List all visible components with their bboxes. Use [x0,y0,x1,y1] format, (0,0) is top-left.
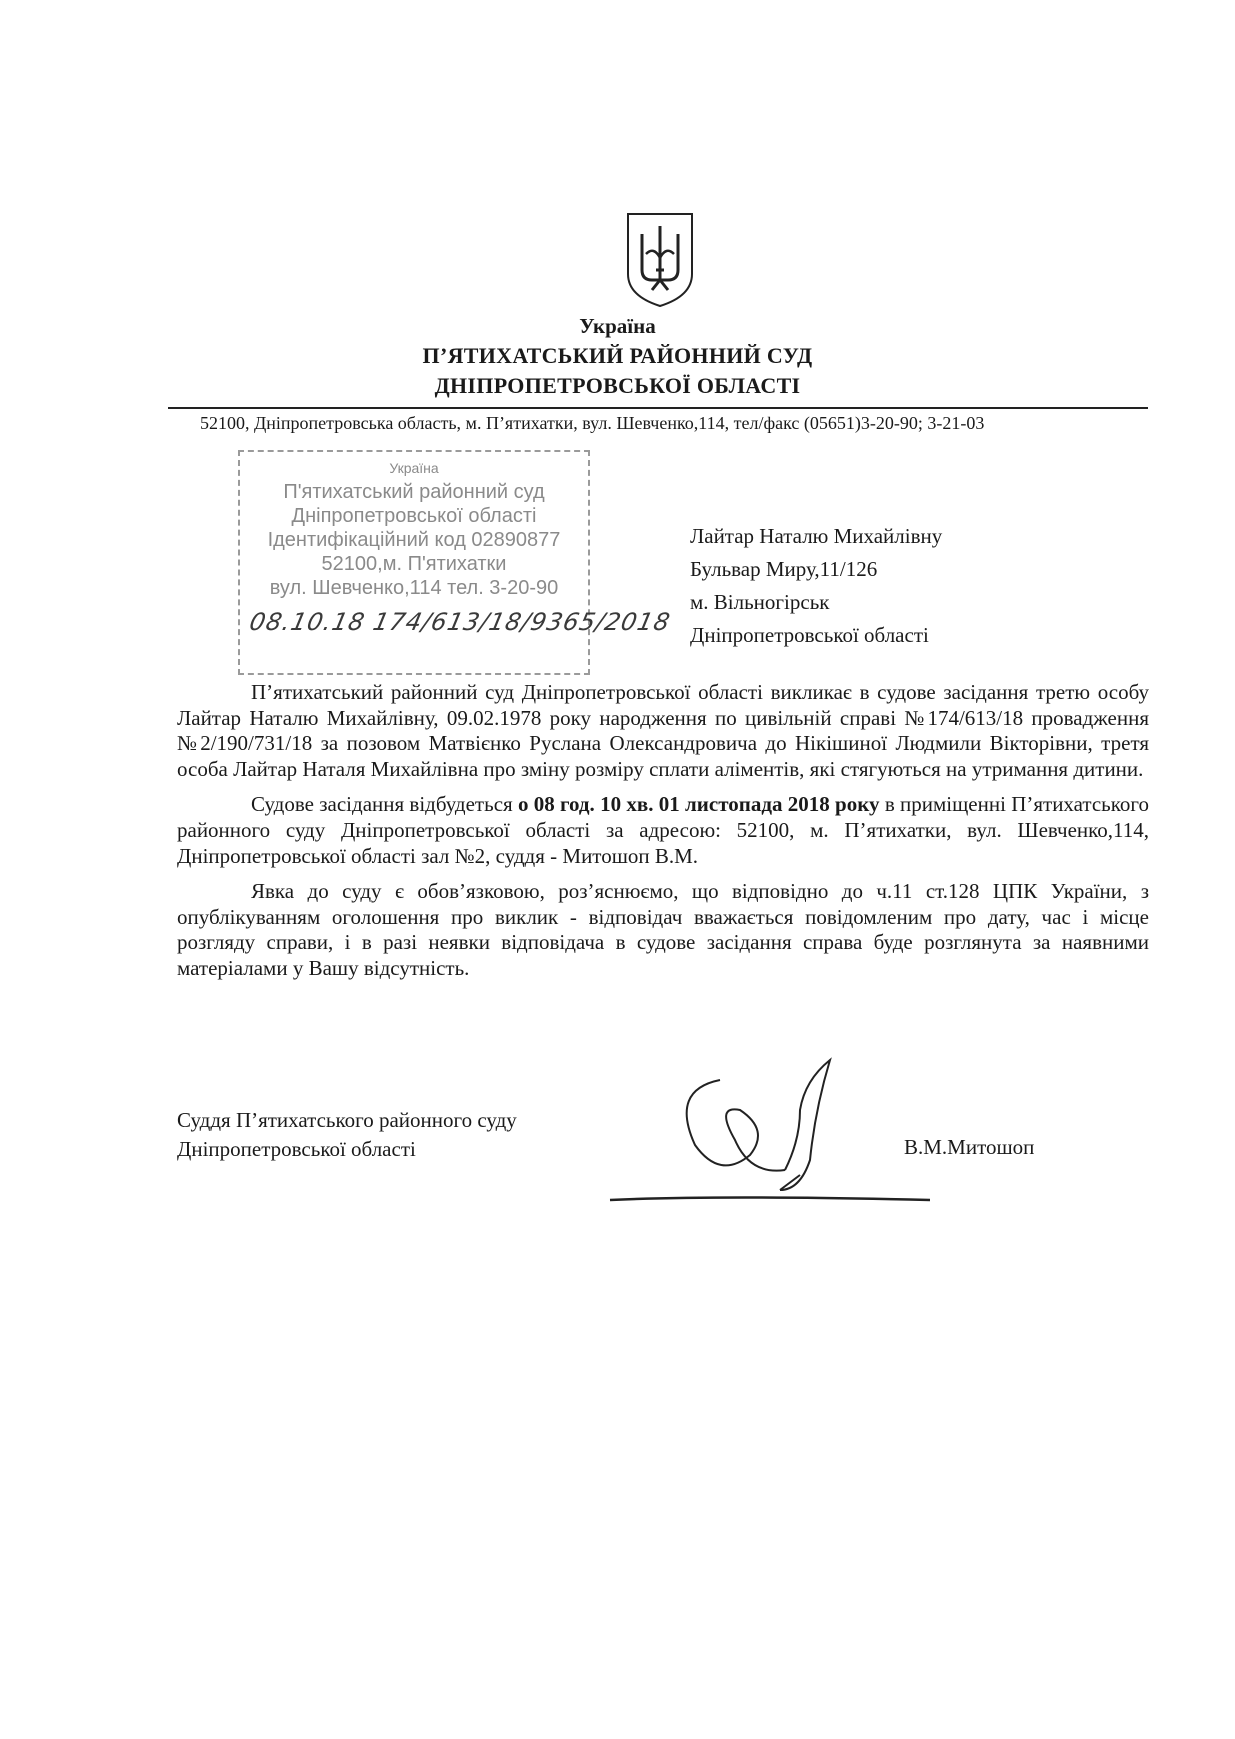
summons-body [177,680,1149,992]
stamp-line: 52100,м. П'ятихатки [321,553,507,575]
country-title: Україна [579,314,656,338]
court-name-line1: П’ЯТИХАТСЬКИЙ РАЙОННИЙ СУД [422,343,813,368]
judge-name: В.М.Митошоп [904,1135,1035,1159]
handwritten-signature [600,1050,930,1220]
recipient-name: Лайтар Наталю Михайлівну [690,524,943,548]
stamp-line: П'ятихатський районний суд [283,481,545,503]
recipient-city: м. Вільногірськ [690,590,830,614]
handwritten-registration-number: 08.10.18 174/613/18/9365/2018 [247,608,674,636]
hearing-paragraph: Судове засідання відбудеться о 08 год. 10 хв. 01 листопада 2018 року в приміщенні П’ятихатського районного суду Дніпропетровської області за адресою: 52100, м. П’ятихатки, вул. Шевченко,114, Дніпропетровської області зал №2, суддя - Митошоп В.М. [177,792,1149,868]
recipient-address-block [690,520,942,652]
warning-paragraph: Явка до суду є обов’язковою, роз’яснюємо, що відповідно до ч.11 ст.128 ЦПК України, з опублікуванням оголошення про виклик - відповідач вважається повідомленим про дату, час і місце розгляду справи, і в разі неявки відповідача в судове засідання справа буде розглянута за наявними матеріалами у Вашу відсутність. [177,879,1149,980]
stamp-line: Дніпропетровської області [291,505,537,527]
stamp-line: Україна [389,460,439,476]
stamp-line: Ідентифікаційний код 02890877 [267,529,561,551]
judge-title-line1: Суддя П’ятихатського районного суду [177,1108,517,1132]
court-name-line2: ДНІПРОПЕТРОВСЬКОЇ ОБЛАСТІ [434,373,801,398]
summons-paragraph: П’ятихатський районний суд Дніпропетровської області викликає в судове засідання третю особу Лайтар Наталю Михайлівну, 09.02.1978 року народження по цивільній справі №174/613/18 провадження №2/190/731/18 за позовом Матвієнко Руслана Олександровича до Нікішиної Людмили Вікторівни, третя особа Лайтар Наталя Михайлівна про зміну розміру сплати аліментів, які стягуються на утримання дитини. [177,680,1149,781]
coat-of-arms-icon [622,210,698,310]
court-address: 52100, Дніпропетровська область, м. П’ятихатки, вул. Шевченко,114, тел/факс (05651)3-20-90; 3-21-03 [200,413,985,433]
header-divider [168,407,1148,409]
judge-title-line2: Дніпропетровської області [177,1137,416,1161]
recipient-region: Дніпропетровської області [690,623,929,647]
judge-title [177,1106,517,1164]
recipient-street: Бульвар Миру,11/126 [690,557,878,581]
stamp-line: вул. Шевченко,114 тел. 3-20-90 [269,577,559,599]
hearing-datetime: о 08 год. 10 хв. 01 листопада 2018 року [517,792,880,817]
registration-stamp [238,450,590,675]
